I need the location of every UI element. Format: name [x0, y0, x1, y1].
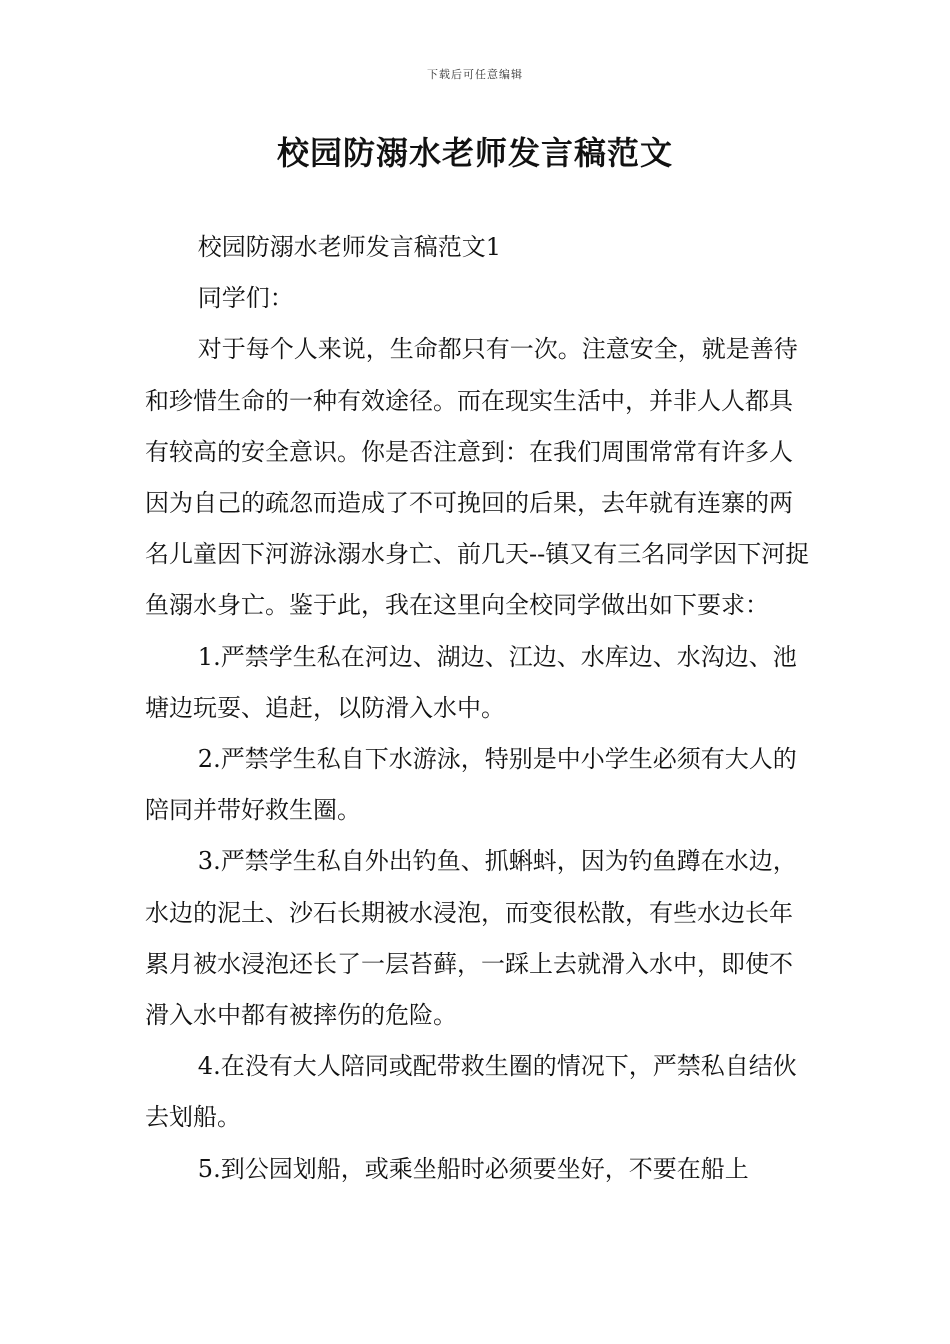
salutation: 同学们： [197, 284, 294, 313]
rule-item-4: 4.在没有大人陪同或配带救生圈的情况下，严禁私自结伙去划船。 [145, 1052, 797, 1132]
header-note: 下载后可任意编辑 [427, 68, 523, 81]
document-title: 校园防溺水老师发言稿范文 [276, 134, 673, 172]
intro-paragraph: 对于每个人来说，生命都只有一次。注意安全，就是善待和珍惜生命的一种有效途径。而在现实生活中，并非人人都具有较高的安全意识。你是否注意到：在我们周围常常有许多人因为自己的疏忽而造成了不可挽回的后果，去年就有连寨的两名儿童因下河游泳溺水身亡、前几天--镇又有三名同学因下河捉鱼溺水身亡。鉴于此，我在这里向全校同学做出如下要求： [145, 335, 810, 620]
rule-item-3: 3.严禁学生私自外出钓鱼、抓蝌蚪，因为钓鱼蹲在水边，水边的泥土、沙石长期被水浸泡，而变很松散，有些水边长年累月被水浸泡还长了一层苔藓，一踩上去就滑入水中，即使不滑入水中都有被摔伤的危险。 [145, 847, 797, 1030]
rule-item-2: 2.严禁学生私自下水游泳，特别是中小学生必须有大人的陪同并带好救生圈。 [145, 745, 797, 825]
rule-item-5: 5.到公园划船，或乘坐船时必须要坐好，不要在船上 [197, 1154, 749, 1183]
document-body [145, 222, 810, 1195]
section-heading: 校园防溺水老师发言稿范文1 [197, 233, 502, 261]
rule-item-1: 1.严禁学生私在河边、湖边、江边、水库边、水沟边、池塘边玩耍、追赶，以防滑入水中。 [145, 642, 797, 722]
